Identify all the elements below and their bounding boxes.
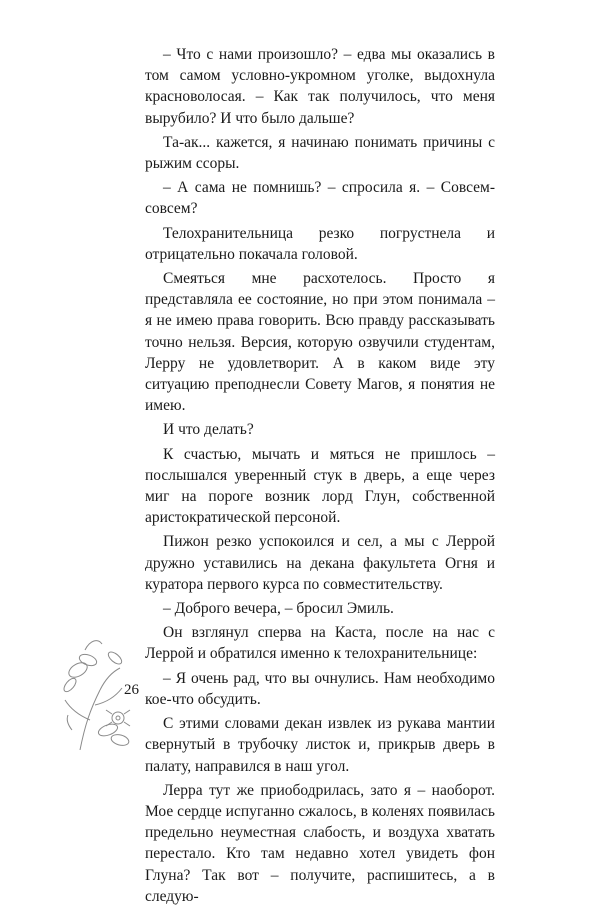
body-text (145, 44, 495, 910)
paragraph: Лерра тут же приободрилась, зато я – наоборот. Мое сердце испуганно сжалось, в коленях появилась предельно неуместная слабость, и воздуха хватать перестало. Кто там недавно хотел увидеть фон Глуна? Так вот – получите, распишитесь, а в следую- (145, 781, 495, 905)
paragraph: Та-ак... кажется, я начинаю понимать причины с рыжим ссоры. (145, 133, 495, 173)
paragraph: – А сама не помнишь? – спросила я. – Совсем-совсем? (145, 179, 495, 218)
paragraph: Смеяться мне расхотелось. Просто я представляла ее состояние, но при этом понимала – я не имею права говорить. Всю правду рассказывать точно нельзя. Версия, которую озвучили студентам, Лерру не удовлетворит. А в каком виде эту ситуацию преподнесли Совету Магов, я понятия не имею. (145, 270, 495, 415)
paragraph: – Я очень рад, что вы очнулись. Нам необходимо кое-что обсудить. (145, 669, 495, 708)
paragraph: И что делать? (163, 421, 254, 439)
paragraph: К счастью, мычать и мяться не пришлось – послышался уверенный стук в дверь, а еще через миг на пороге возник лорд Глун, собственной аристократической персоной. (145, 445, 495, 527)
paragraph: – Доброго вечера, – бросил Эмиль. (163, 600, 394, 618)
paragraph: С этими словами декан извлек из рукава мантии свернутый в трубочку листок и, прикрыв дверь в палату, направился в наш угол. (145, 715, 495, 775)
page-number: 26 (124, 682, 139, 698)
paragraph: Пижон резко успокоился и сел, а мы с Леррой дружно уставились на декана факультета Огня и куратора первого курса по совместительству. (145, 533, 495, 593)
paragraph: Телохранительница резко погрустнела и отрицательно покачала головой. (145, 224, 495, 263)
paragraph: – Что с нами произошло? – едва мы оказались в том самом условно-укромном уголке, выдохнула красноволосая. – Как так получилось, что меня вырубило? И что было дальше? (145, 46, 495, 127)
paragraph: Он взглянул сперва на Каста, после на нас с Леррой и обратился именно к телохранительнице: (145, 624, 495, 663)
